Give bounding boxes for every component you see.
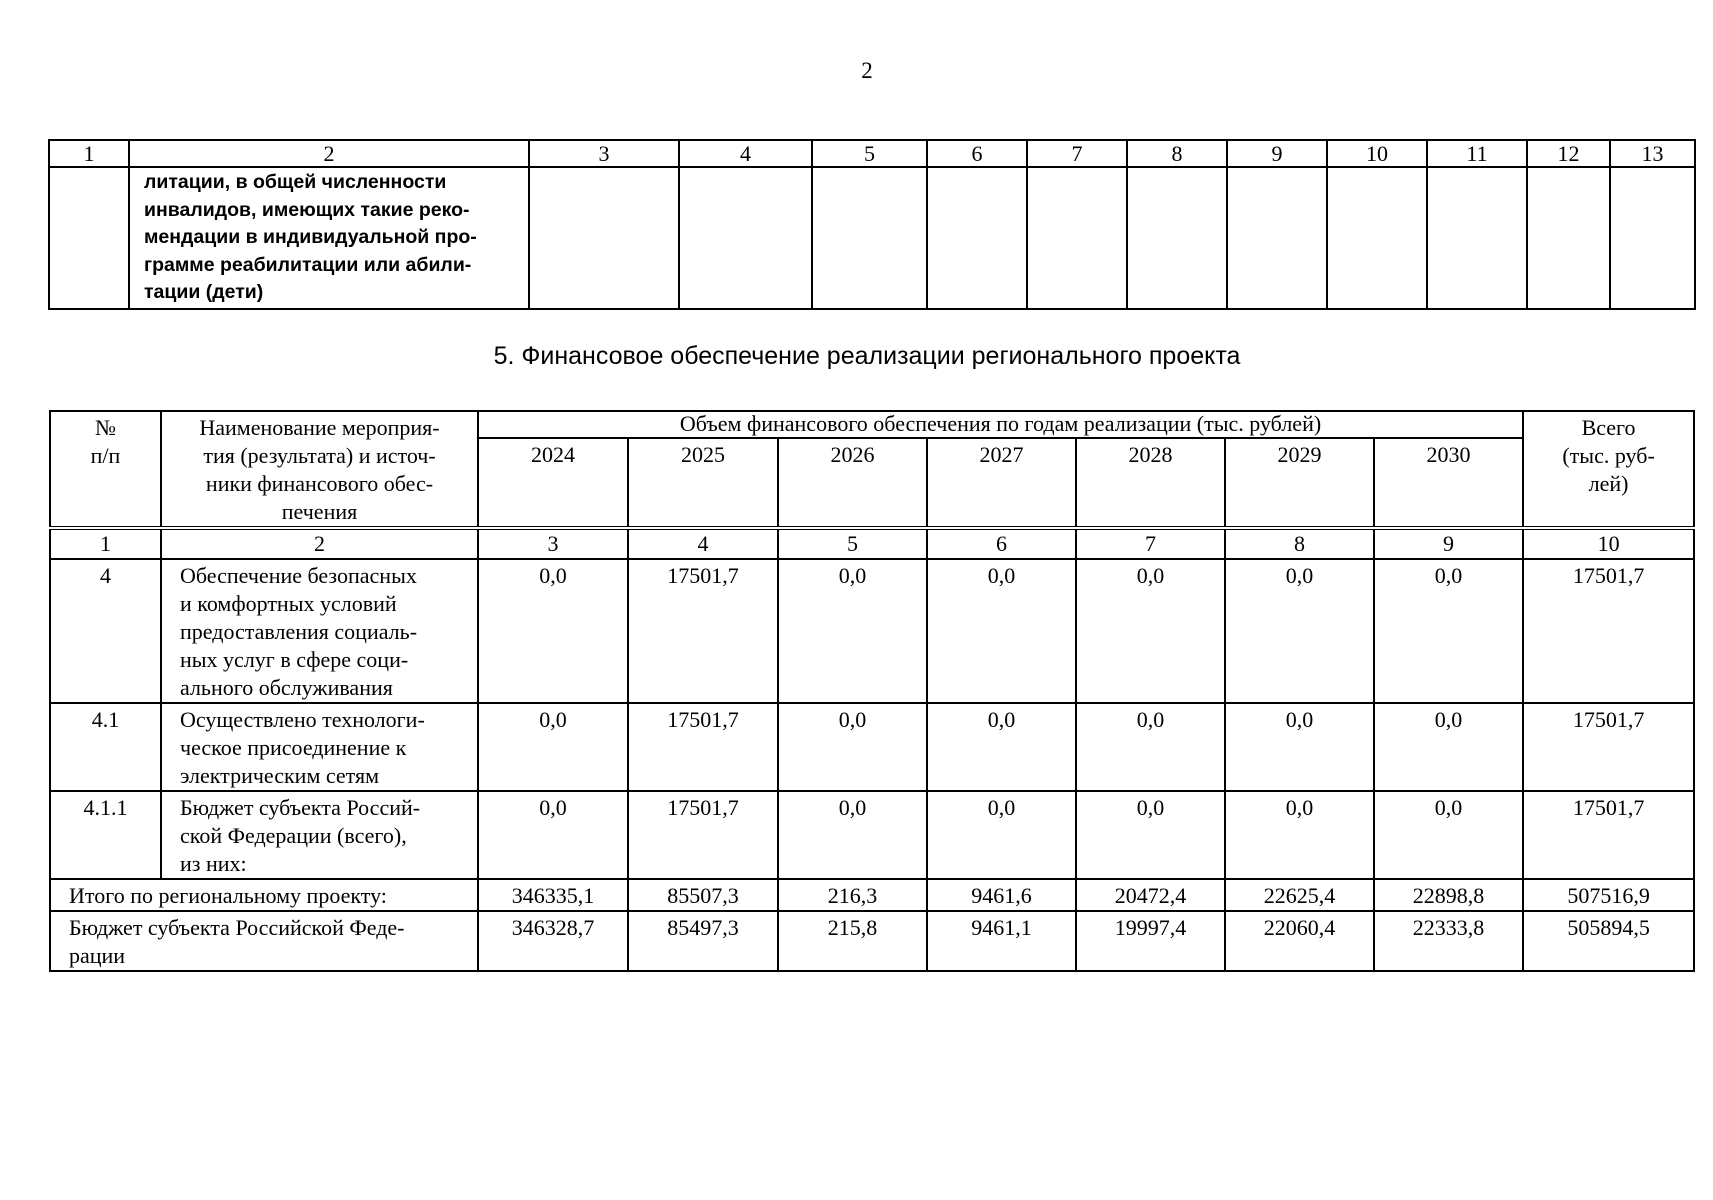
table-row (50, 559, 1694, 703)
row-number: 4.1 (50, 703, 161, 791)
year-value: 0,0 (1076, 791, 1225, 879)
row-name-line: из них: (180, 851, 247, 876)
table-cell (1127, 167, 1227, 309)
total-value: 505894,5 (1523, 911, 1694, 971)
column-index: 4 (628, 528, 778, 559)
name-header (161, 411, 478, 528)
year-value: 0,0 (1076, 559, 1225, 703)
column-number-header: 7 (1027, 140, 1127, 167)
column-index: 7 (1076, 528, 1225, 559)
finance-header-row (50, 411, 1694, 438)
table-cell (812, 167, 927, 309)
continuation-row (49, 167, 1695, 309)
continuation-table (48, 139, 1696, 310)
indicator-name-line: тации (дети) (144, 281, 264, 303)
year-header: 2024 (478, 438, 628, 528)
column-number-header: 13 (1610, 140, 1695, 167)
year-value: 22625,4 (1225, 879, 1374, 911)
year-value: 17501,7 (628, 703, 778, 791)
total-header-line: Всего (1581, 415, 1636, 440)
year-value: 346335,1 (478, 879, 628, 911)
table-cell (1227, 167, 1327, 309)
table-cell (1027, 167, 1127, 309)
year-value: 216,3 (778, 879, 927, 911)
table-cell (1527, 167, 1610, 309)
total-value: 17501,7 (1523, 559, 1694, 703)
indicator-name-line: литации, в общей численности (144, 171, 447, 193)
row-number: 4.1.1 (50, 791, 161, 879)
year-value: 0,0 (478, 703, 628, 791)
column-index: 3 (478, 528, 628, 559)
summary-label-line: рации (69, 943, 126, 968)
year-value: 346328,7 (478, 911, 628, 971)
row-name-line: Осуществлено технологи- (180, 707, 425, 732)
column-index: 9 (1374, 528, 1523, 559)
year-header: 2028 (1076, 438, 1225, 528)
year-value: 85507,3 (628, 879, 778, 911)
row-name (161, 703, 478, 791)
name-header-line: ники финансового обес- (205, 471, 434, 496)
year-value: 22060,4 (1225, 911, 1374, 971)
volume-header: Объем финансового обеспечения по годам реализации (тыс. рублей) (478, 411, 1523, 438)
year-value: 0,0 (1225, 791, 1374, 879)
name-header-line: Наименование мероприя- (199, 415, 440, 440)
column-number-header: 5 (812, 140, 927, 167)
year-value: 22898,8 (1374, 879, 1523, 911)
total-value: 17501,7 (1523, 791, 1694, 879)
row-name-line: и комфортных условий (180, 591, 397, 616)
continuation-header-row (49, 140, 1695, 167)
column-number-header: 1 (49, 140, 129, 167)
year-value: 0,0 (1225, 703, 1374, 791)
row-number: 4 (50, 559, 161, 703)
total-value: 507516,9 (1523, 879, 1694, 911)
row-name-line: ных услуг в сфере соци- (180, 647, 409, 672)
column-number-header: 9 (1227, 140, 1327, 167)
table-cell (1610, 167, 1695, 309)
row-name-line: предоставления социаль- (180, 619, 418, 644)
row-name-line: Бюджет субъекта Россий- (180, 795, 421, 820)
year-value: 215,8 (778, 911, 927, 971)
column-index: 8 (1225, 528, 1374, 559)
row-name-line: ального обслуживания (180, 675, 393, 700)
table-cell (49, 167, 129, 309)
year-value: 0,0 (778, 791, 927, 879)
column-number-header: 11 (1427, 140, 1527, 167)
total-value: 17501,7 (1523, 703, 1694, 791)
finance-table (49, 410, 1695, 972)
section-title: 5. Финансовое обеспечение реализации регионального проекта (493, 342, 1241, 370)
year-value: 0,0 (1374, 703, 1523, 791)
year-value: 20472,4 (1076, 879, 1225, 911)
total-header-line: лей) (1588, 471, 1629, 496)
year-header: 2027 (927, 438, 1076, 528)
table-row (50, 703, 1694, 791)
year-value: 0,0 (778, 559, 927, 703)
column-number-header: 6 (927, 140, 1027, 167)
indicator-name-line: грамме реабилитации или абили- (144, 253, 472, 276)
row-name (161, 559, 478, 703)
year-value: 22333,8 (1374, 911, 1523, 971)
year-value: 9461,6 (927, 879, 1076, 911)
column-index: 5 (778, 528, 927, 559)
summary-label-line: Итого по региональному проекту: (69, 883, 387, 908)
summary-label-line: Бюджет субъекта Российской Феде- (69, 915, 405, 940)
total-header (1523, 411, 1694, 528)
number-header-line: № (95, 415, 116, 440)
column-index: 6 (927, 528, 1076, 559)
column-index: 2 (161, 528, 478, 559)
year-value: 19997,4 (1076, 911, 1225, 971)
column-number-header: 8 (1127, 140, 1227, 167)
table-row (50, 791, 1694, 879)
indicator-name-line: инвалидов, имеющих такие реко- (144, 198, 470, 221)
summary-label (50, 911, 478, 971)
row-name-line: ческое присоединение к (180, 735, 407, 760)
year-value: 0,0 (927, 703, 1076, 791)
year-value: 17501,7 (628, 791, 778, 879)
table-cell (679, 167, 812, 309)
year-value: 0,0 (1076, 703, 1225, 791)
year-value: 0,0 (927, 559, 1076, 703)
year-value: 0,0 (1374, 791, 1523, 879)
year-value: 9461,1 (927, 911, 1076, 971)
column-number-header: 12 (1527, 140, 1610, 167)
year-value: 85497,3 (628, 911, 778, 971)
year-value: 0,0 (478, 791, 628, 879)
column-index: 1 (50, 528, 161, 559)
number-header (50, 411, 161, 528)
year-header: 2026 (778, 438, 927, 528)
page-number: 2 (861, 58, 873, 83)
table-cell (927, 167, 1027, 309)
indicator-name-cell (129, 167, 529, 309)
column-number-header: 3 (529, 140, 679, 167)
row-name (161, 791, 478, 879)
year-value: 0,0 (778, 703, 927, 791)
number-header-line: п/п (90, 443, 121, 468)
year-header: 2025 (628, 438, 778, 528)
total-header-line: (тыс. руб- (1562, 443, 1655, 468)
year-value: 0,0 (927, 791, 1076, 879)
summary-row (50, 911, 1694, 971)
year-value: 0,0 (478, 559, 628, 703)
summary-label (50, 879, 478, 911)
year-value: 17501,7 (628, 559, 778, 703)
year-header: 2029 (1225, 438, 1374, 528)
year-value: 0,0 (1374, 559, 1523, 703)
column-number-header: 10 (1327, 140, 1427, 167)
name-header-line: печения (281, 499, 358, 524)
year-header: 2030 (1374, 438, 1523, 528)
summary-row (50, 879, 1694, 911)
table-cell (529, 167, 679, 309)
row-name-line: Обеспечение безопасных (180, 563, 417, 588)
row-name-line: электрическим сетям (180, 763, 380, 788)
table-cell (1427, 167, 1527, 309)
row-name-line: ской Федерации (всего), (180, 823, 407, 848)
column-number-header: 4 (679, 140, 812, 167)
column-index-row (50, 528, 1694, 559)
year-value: 0,0 (1225, 559, 1374, 703)
table-cell (1327, 167, 1427, 309)
indicator-name-line: мендации в индивидуальной про- (144, 226, 477, 248)
column-index: 10 (1523, 528, 1694, 559)
name-header-line: тия (результата) и источ- (203, 443, 436, 468)
column-number-header: 2 (129, 140, 529, 167)
